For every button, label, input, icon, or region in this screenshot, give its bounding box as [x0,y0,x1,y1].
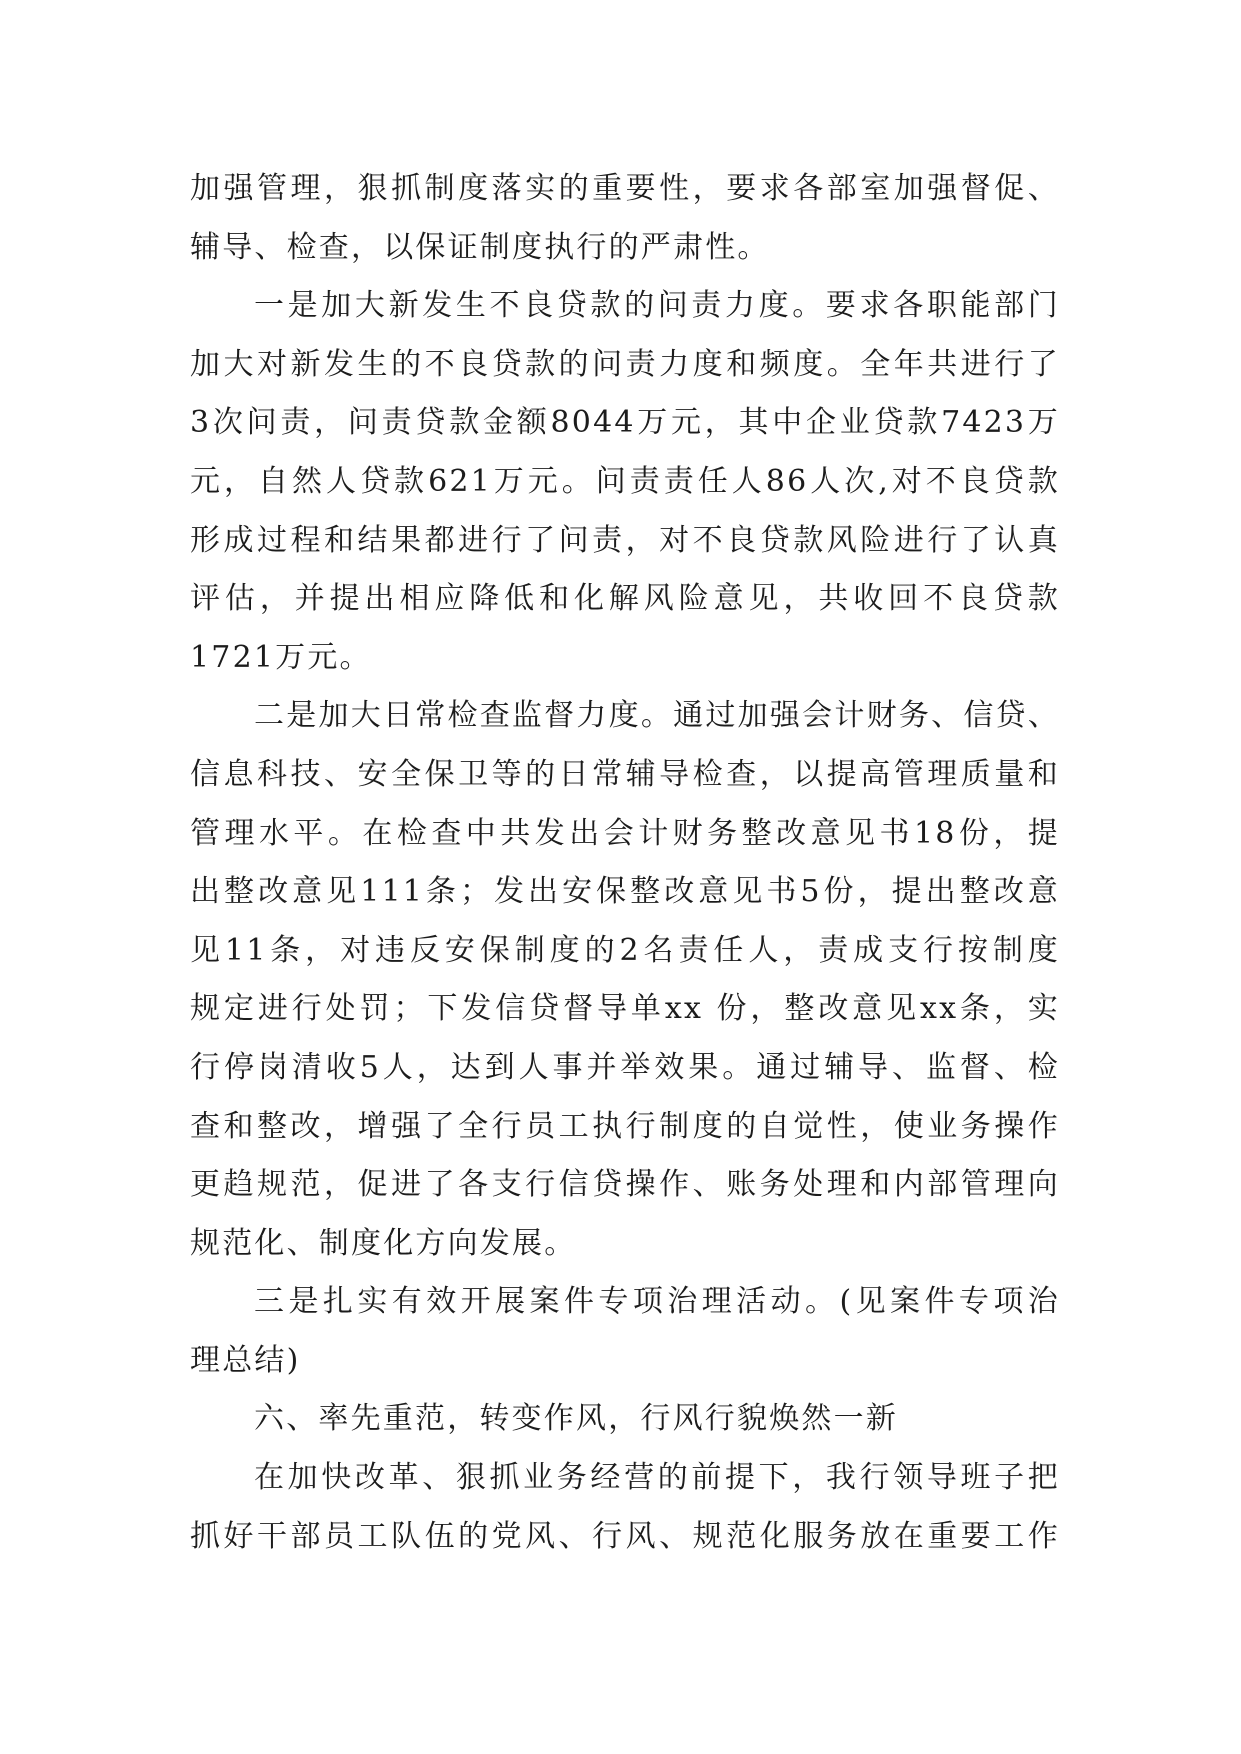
text-line: 二是加大日常检查监督力度。通过加强会计财务、信贷、 [254,698,1060,734]
text-line: 规范化、制度化方向发展。 [190,1225,577,1261]
text-line: 形成过程和结果都进行了问责，对不良贷款风险进行了认真 [190,522,1060,558]
text-line: 理总结) [190,1342,301,1378]
text-line: 3次问责，问责贷款金额8044万元，其中企业贷款7423万 [190,405,1060,441]
text-line: 六、率先重范，转变作风，行风行貌焕然一新 [254,1401,898,1437]
document-body [190,160,1060,1566]
text-line: 见11条，对违反安保制度的2名责任人，责成支行按制度 [190,932,1060,968]
text-line: 抓好干部员工队伍的党风、行风、规范化服务放在重要工作 [190,1518,1060,1554]
text-line: 查和整改，增强了全行员工执行制度的自觉性，使业务操作 [190,1108,1060,1144]
text-line: 规定进行处罚；下发信贷督导单xx 份，整改意见xx条，实 [190,991,1060,1027]
text-line: 元，自然人贷款621万元。问责责任人86人次,对不良贷款 [190,463,1060,499]
text-line: 在加快改革、狠抓业务经营的前提下，我行领导班子把 [254,1460,1060,1496]
text-line: 信息科技、安全保卫等的日常辅导检查，以提高管理质量和 [190,756,1060,792]
text-line: 三是扎实有效开展案件专项治理活动。(见案件专项治 [254,1284,1060,1320]
text-line: 出整改意见111条；发出安保整改意见书5份，提出整改意 [190,874,1060,910]
text-line: 管理水平。在检查中共发出会计财务整改意见书18份，提 [190,815,1060,851]
text-line: 加大对新发生的不良贷款的问责力度和频度。全年共进行了 [190,346,1060,382]
text-line: 行停岗清收5人，达到人事并举效果。通过辅导、监督、检 [190,1049,1060,1085]
text-line: 加强管理，狠抓制度落实的重要性，要求各部室加强督促、 [190,171,1060,206]
text-line: 评估，并提出相应降低和化解风险意见，共收回不良贷款 [190,581,1060,617]
text-line: 更趋规范，促进了各支行信贷操作、账务处理和内部管理向 [190,1167,1060,1203]
text-line: 一是加大新发生不良贷款的问责力度。要求各职能部门 [254,288,1060,324]
text-line: 1721万元。 [190,639,372,675]
text-line: 辅导、检查，以保证制度执行的严肃性。 [190,229,770,265]
